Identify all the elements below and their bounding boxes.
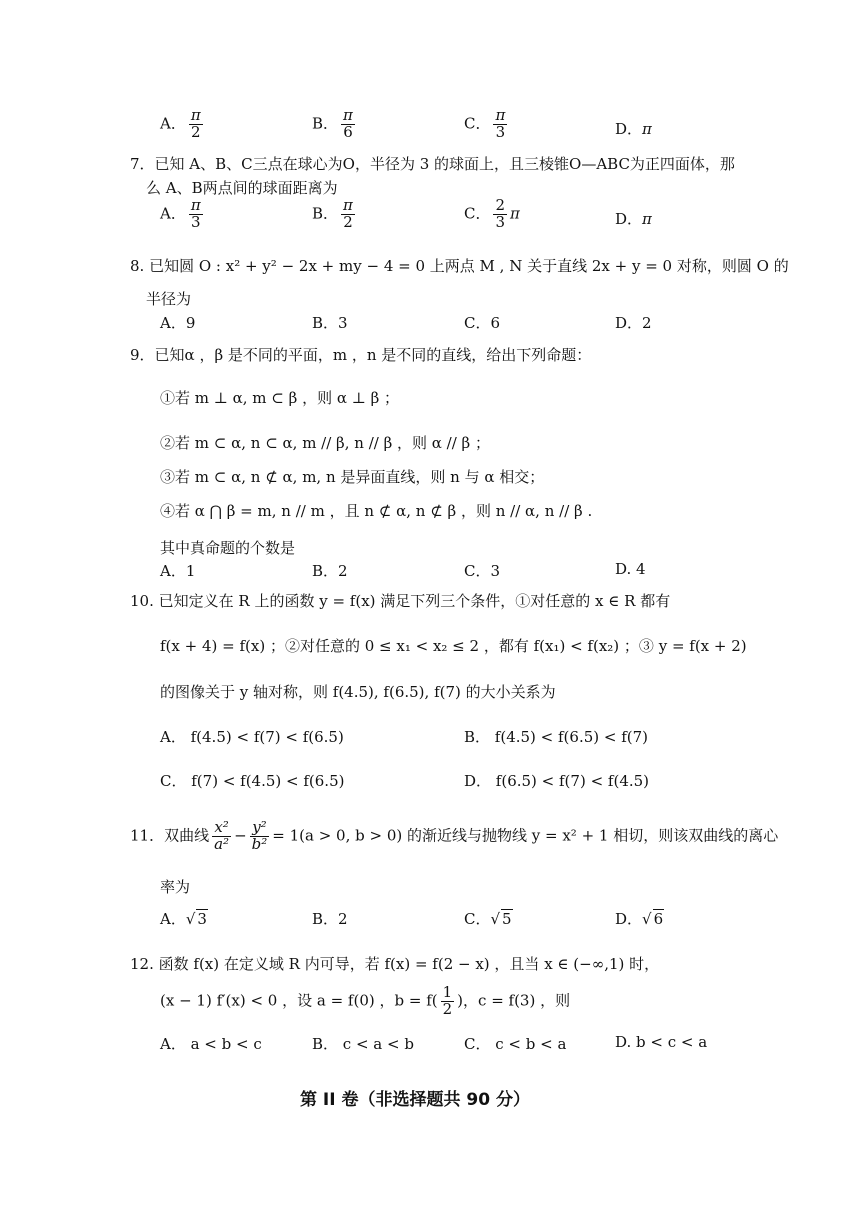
q10-stem-line3: 的图像关于 y 轴对称，则 f(4.5), f(6.5), f(7) 的大小关系为 <box>160 683 556 701</box>
q9-option-b: B．2 <box>312 562 348 580</box>
q11-option-c: C．√ 5 <box>464 910 512 928</box>
q8-stem-line2: 半径为 <box>146 290 192 308</box>
q8-option-d: D．2 <box>615 314 652 332</box>
q10-stem-line2: f(x + 4) = f(x) ；②对任意的 0 ≤ x₁ < x₂ ≤ 2 ，都有 f(x₁) < f(x₂) ；③ y = f(x + 2) <box>160 637 747 655</box>
q8-option-c: C．6 <box>464 314 501 332</box>
q9-proposition-2: ②若 m ⊂ α, n ⊂ α, m // β, n // β ，则 α // β ； <box>160 434 490 452</box>
q9-question: 其中真命题的个数是 <box>160 539 296 557</box>
section-title: 第 II 卷（非选择题共 90 分） <box>300 1090 530 1110</box>
q12-stem-line2: (x − 1) f′(x) < 0 ，设 a = f(0) ，b = f( $\frac{1}{2}$ )，c = f(3) ，则 <box>160 983 571 1018</box>
q7-stem-line1: 7．已知 A、B、C三点在球心为O，半径为 3 的球面上，且三棱锥O—ABC为正四面体，那 <box>130 155 735 173</box>
q9-option-d: D. 4 <box>615 560 646 578</box>
q9-proposition-4: ④若 α ⋂ β = m, n // m ，且 n ⊄ α, n ⊄ β ，则 n // α, n // β . <box>160 502 593 520</box>
q7-stem-line2: 么 A、B两点间的球面距离为 <box>146 179 338 197</box>
q9-proposition-3: ③若 m ⊂ α, n ⊄ α, m, n 是异面直线，则 n 与 α 相交； <box>160 468 545 486</box>
q7-option-c: C． $\frac{2}{3}$ π <box>464 196 520 231</box>
q9-proposition-1: ①若 m ⊥ α, m ⊂ β ，则 α ⊥ β ； <box>160 389 400 407</box>
q10-option-c: C． f(7) < f(4.5) < f(6.5) <box>160 772 345 790</box>
q11-option-b: B．2 <box>312 910 348 928</box>
q10-option-b: B． f(4.5) < f(6.5) < f(7) <box>464 728 649 746</box>
q12-option-c: C． c < b < a <box>464 1035 567 1053</box>
q11-stem-line2: 率为 <box>160 878 191 896</box>
q12-option-d: D. b < c < a <box>615 1033 708 1051</box>
q8-option-b: B．3 <box>312 314 348 332</box>
q6-option-a: A． $\frac{\pi}{2}$ <box>160 106 201 141</box>
q11-stem-line1: 11．双曲线 $\frac{\text{x²}}{\text{a²}}$ − $\frac{\text{y²}}{\text{b²}}$ = 1(a > 0, b > 0) 的渐近线与抛物线 y = x² + 1 相切，则该双曲线的离心 <box>130 818 779 853</box>
q8-stem-line1: 8. 已知圆 O : x² + y² − 2x + my − 4 = 0 上两点 M , N 关于直线 2x + y = 0 对称，则圆 O 的 <box>130 257 789 275</box>
q11-option-d: D．√ 6 <box>615 910 664 928</box>
q9-option-a: A．1 <box>160 562 196 580</box>
q12-option-a: A． a < b < c <box>160 1035 262 1053</box>
q6-option-c: C． $\frac{\pi}{3}$ <box>464 106 506 141</box>
q7-option-a: A． $\frac{\pi}{3}$ <box>160 196 201 231</box>
q9-option-c: C．3 <box>464 562 501 580</box>
q10-stem-line1: 10. 已知定义在 R 上的函数 y = f(x) 满足下列三个条件，①对任意的 x ∈ R 都有 <box>130 592 671 610</box>
q10-option-a: A． f(4.5) < f(7) < f(6.5) <box>160 728 344 746</box>
q7-option-b: B． $\frac{\pi}{2}$ <box>312 196 353 231</box>
q12-option-b: B． c < a < b <box>312 1035 414 1053</box>
q6-option-b: B． $\frac{\pi}{6}$ <box>312 106 353 141</box>
q12-stem-line1: 12. 函数 f(x) 在定义域 R 内可导，若 f(x) = f(2 − x) ，且当 x ∈ (−∞,1) 时， <box>130 955 660 973</box>
q10-option-d: D． f(6.5) < f(7) < f(4.5) <box>464 772 650 790</box>
q11-option-a: A．√ 3 <box>160 910 207 928</box>
q6-option-d: D．π <box>615 120 652 138</box>
q8-option-a: A．9 <box>160 314 196 332</box>
q7-option-d: D．π <box>615 210 652 228</box>
q9-stem: 9．已知α ，β 是不同的平面，m ，n 是不同的直线，给出下列命题： <box>130 346 592 364</box>
